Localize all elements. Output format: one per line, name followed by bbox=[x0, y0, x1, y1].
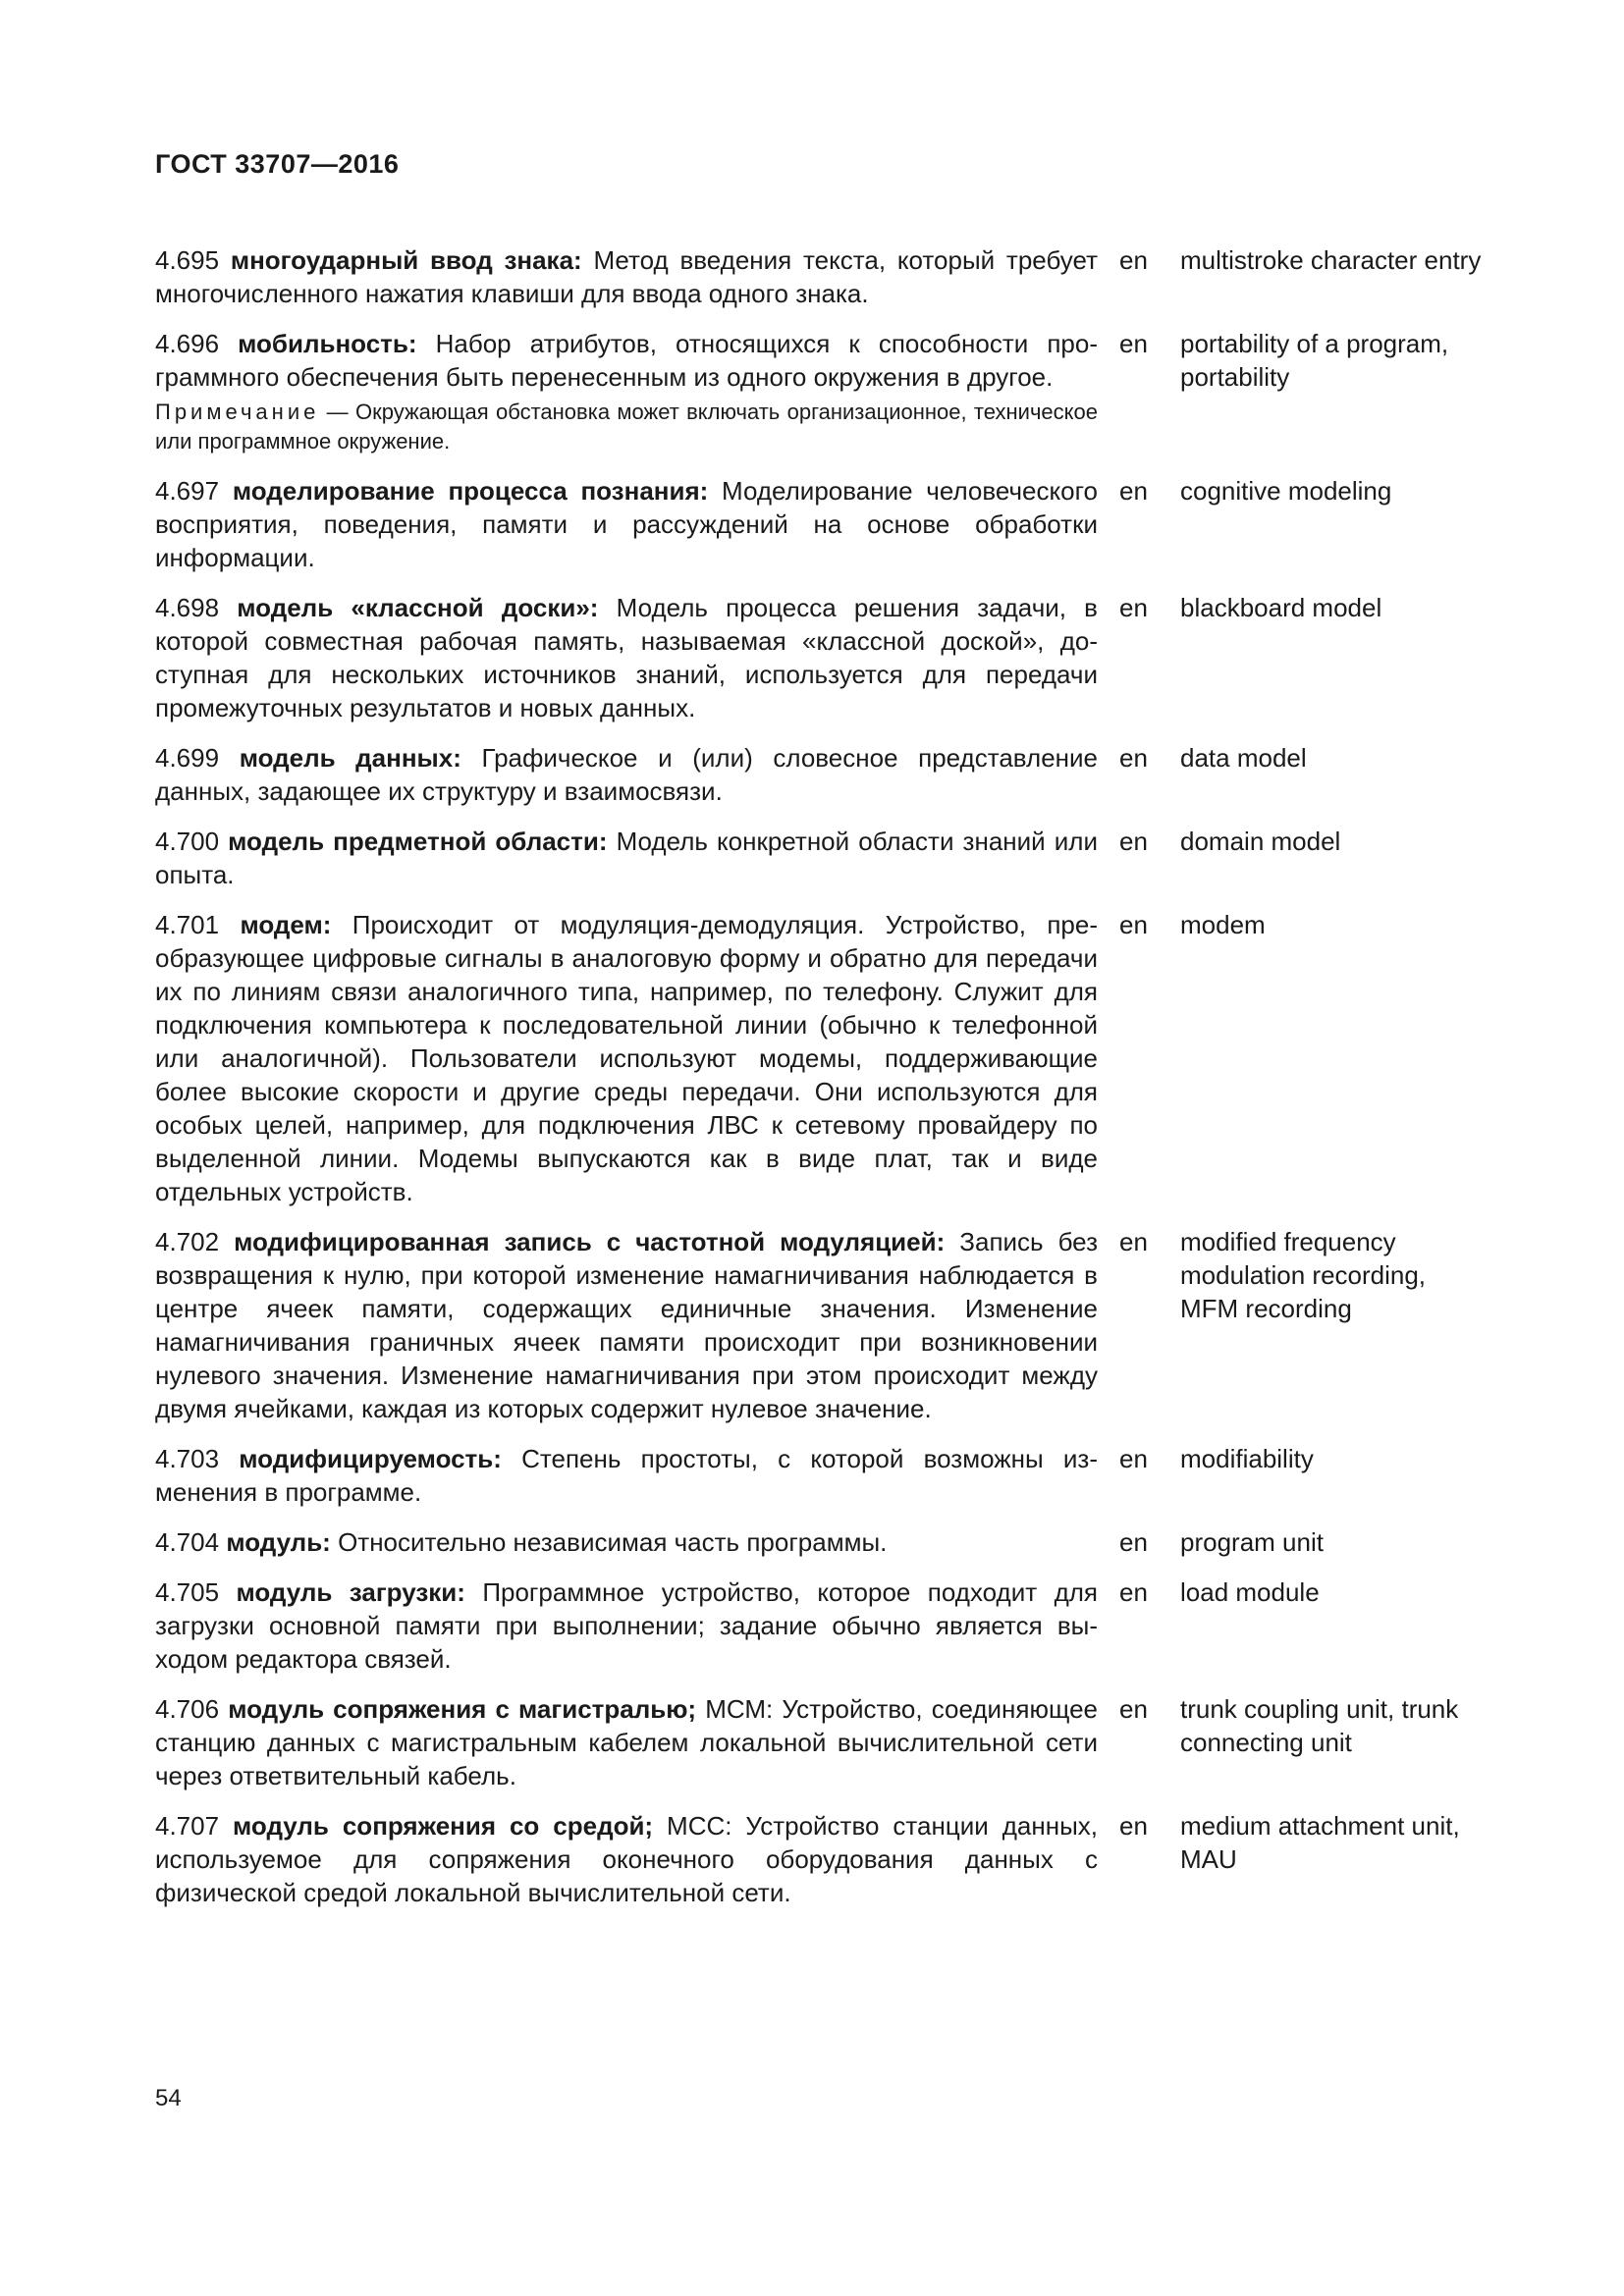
term-definition bbox=[155, 1809, 1098, 1909]
language-code: en bbox=[1119, 1227, 1148, 1256]
term-entry-4-704 bbox=[155, 1525, 1490, 1559]
term-definition bbox=[155, 1525, 1098, 1559]
term-text: Модель конкретной области знаний или опыта. bbox=[155, 827, 1098, 889]
term-number: 4.695 bbox=[155, 245, 220, 275]
term-number: 4.697 bbox=[155, 476, 220, 506]
term-name: многоударный ввод знака: bbox=[230, 245, 582, 275]
term-name: модель данных: bbox=[239, 743, 461, 773]
term-name: модуль загрузки: bbox=[236, 1577, 465, 1607]
term-text: Степень простоты, с которой возможны изменения в программе. bbox=[155, 1444, 1098, 1507]
term-number: 4.701 bbox=[155, 910, 220, 939]
term-entry-4-697 bbox=[155, 474, 1490, 574]
term-name: модифицируемость: bbox=[239, 1444, 502, 1473]
note bbox=[155, 398, 1098, 456]
term-name: моделирование процесса познания: bbox=[232, 476, 709, 506]
term-number: 4.699 bbox=[155, 743, 220, 773]
term-number: 4.702 bbox=[155, 1227, 220, 1256]
english-equivalent: modem bbox=[1180, 910, 1266, 939]
term-name: модуль сопряжения с магистралью; bbox=[228, 1694, 697, 1724]
language-code: en bbox=[1119, 910, 1148, 939]
term-text: МСМ: Устройство, соединяющее станцию данных с магистральным кабелем локальной вычислительной сети через ответвительный кабель. bbox=[155, 1694, 1098, 1790]
term-entry-4-701 bbox=[155, 908, 1490, 1208]
language-code: en bbox=[1119, 1694, 1148, 1724]
language-code: en bbox=[1119, 1444, 1148, 1473]
term-definition bbox=[155, 1442, 1098, 1509]
english-equivalent: multistroke character entry bbox=[1180, 245, 1482, 275]
term-name: мобильность: bbox=[238, 329, 417, 358]
term-name: модифицированная запись с частотной модуляцией: bbox=[234, 1227, 946, 1256]
term-entry-4-698 bbox=[155, 591, 1490, 724]
term-list bbox=[155, 243, 1490, 1926]
english-equivalent: modifiability bbox=[1180, 1444, 1314, 1473]
english-equivalent: trunk coupling unit, trunk connecting unit bbox=[1180, 1694, 1459, 1757]
term-name: модуль сопряжения со средой; bbox=[233, 1811, 654, 1841]
document-header: ГОСТ 33707—2016 bbox=[155, 149, 400, 179]
term-text: Происходит от модуляция-демодуляция. Устройство, преобразующее цифровые сигналы в аналоговую форму и обратно для передачи их по линиям связи аналогичного типа, например, по телефону. Служит для подключения компьютера к последовательной линии (обычно к телефонной или аналогичной). Пользователи используют модемы, поддерживающие более высокие скорости и другие среды передачи. Они используются для особых целей, например, для подключения ЛВС к сетевому провайдеру по выделенной линии. Модемы выпускаются как в виде плат, так и виде отдельных устройств. bbox=[155, 910, 1098, 1206]
term-number: 4.700 bbox=[155, 827, 220, 856]
term-entry-4-707 bbox=[155, 1809, 1490, 1909]
term-text: Набор атрибутов, относящихся к способности программного обеспечения быть перенесенным из одного окружения в другое. bbox=[155, 329, 1098, 392]
term-definition bbox=[155, 327, 1098, 394]
language-code: en bbox=[1119, 1577, 1148, 1607]
term-text: Относительно независимая часть программы. bbox=[330, 1527, 888, 1557]
term-definition bbox=[155, 741, 1098, 808]
language-code: en bbox=[1119, 1811, 1148, 1841]
english-equivalent: load module bbox=[1180, 1577, 1320, 1607]
page-number: 54 bbox=[155, 2085, 182, 2111]
term-entry-4-703 bbox=[155, 1442, 1490, 1509]
term-text: Графическое и (или) словесное представление данных, задающее их структуру и взаимосвязи. bbox=[155, 743, 1098, 806]
term-definition bbox=[155, 1575, 1098, 1676]
term-definition bbox=[155, 474, 1098, 574]
english-equivalent: blackboard model bbox=[1180, 593, 1382, 622]
term-entry-4-706 bbox=[155, 1692, 1490, 1792]
term-number: 4.698 bbox=[155, 593, 220, 622]
english-equivalent: medium attachment unit, MAU bbox=[1180, 1811, 1460, 1874]
term-definition bbox=[155, 591, 1098, 724]
term-entry-4-699 bbox=[155, 741, 1490, 808]
term-definition bbox=[155, 1225, 1098, 1425]
language-code: en bbox=[1119, 245, 1148, 275]
english-equivalent: modified frequency modulation recording, MFM recording bbox=[1180, 1227, 1427, 1323]
term-name: модуль: bbox=[226, 1527, 331, 1557]
term-entry-4-695 bbox=[155, 243, 1490, 310]
english-equivalent: domain model bbox=[1180, 827, 1341, 856]
english-equivalent: data model bbox=[1180, 743, 1307, 773]
term-text: Модель процесса решения задачи, в которой совместная рабочая память, называемая «классной доской», доступная для нескольких источников знаний, используется для передачи промежуточных результатов и новых данных. bbox=[155, 593, 1098, 722]
term-definition bbox=[155, 1692, 1098, 1792]
language-code: en bbox=[1119, 743, 1148, 773]
term-text: Запись без возвращения к нулю, при которой изменение намагничивания наблюдается в центре ячеек памяти, содержащих единичные значения. Изменение намагничивания граничных ячеек памяти происходит при возникновении нулевого значения. Изменение намагничивания при этом происходит между двумя ячейками, каждая из которых содержит нулевое значение. bbox=[155, 1227, 1098, 1423]
term-entry-4-700 bbox=[155, 825, 1490, 891]
term-entry-4-696 bbox=[155, 327, 1490, 394]
language-code: en bbox=[1119, 1527, 1148, 1557]
term-text: МСС: Устройство станции данных, используемое для сопряжения оконечного оборудования данных с физической средой локальной вычислительной сети. bbox=[155, 1811, 1098, 1907]
english-equivalent: cognitive modeling bbox=[1180, 476, 1392, 506]
term-entry-4-702 bbox=[155, 1225, 1490, 1425]
term-name: модель «классной доски»: bbox=[237, 593, 599, 622]
term-number: 4.703 bbox=[155, 1444, 220, 1473]
term-name: модель предметной области: bbox=[228, 827, 608, 856]
term-number: 4.705 bbox=[155, 1577, 220, 1607]
term-number: 4.696 bbox=[155, 329, 220, 358]
term-definition bbox=[155, 825, 1098, 891]
term-number: 4.707 bbox=[155, 1811, 220, 1841]
term-number: 4.706 bbox=[155, 1694, 220, 1724]
note-label: Примечание bbox=[155, 400, 320, 424]
term-definition bbox=[155, 243, 1098, 310]
term-entry-4-705 bbox=[155, 1575, 1490, 1676]
language-code: en bbox=[1119, 476, 1148, 506]
language-code: en bbox=[1119, 329, 1148, 358]
term-definition bbox=[155, 908, 1098, 1208]
term-text: Моделирование человеческого восприятия, поведения, памяти и рассуждений на основе обработки информации. bbox=[155, 476, 1098, 572]
language-code: en bbox=[1119, 593, 1148, 622]
note-text: — Окружающая обстановка может включать организационное, техническое или программное окружение. bbox=[155, 400, 1098, 454]
english-equivalent: program unit bbox=[1180, 1527, 1324, 1557]
english-equivalent: portability of a program, portability bbox=[1180, 329, 1449, 392]
term-text: Программное устройство, которое подходит для загрузки основной памяти при выполнении; задание обычно является выходом редактора связей. bbox=[155, 1577, 1098, 1674]
term-number: 4.704 bbox=[155, 1527, 220, 1557]
language-code: en bbox=[1119, 827, 1148, 856]
term-name: модем: bbox=[240, 910, 332, 939]
term-text: Метод введения текста, который требует многочисленного нажатия клавиши для ввода одного знака. bbox=[155, 245, 1098, 308]
